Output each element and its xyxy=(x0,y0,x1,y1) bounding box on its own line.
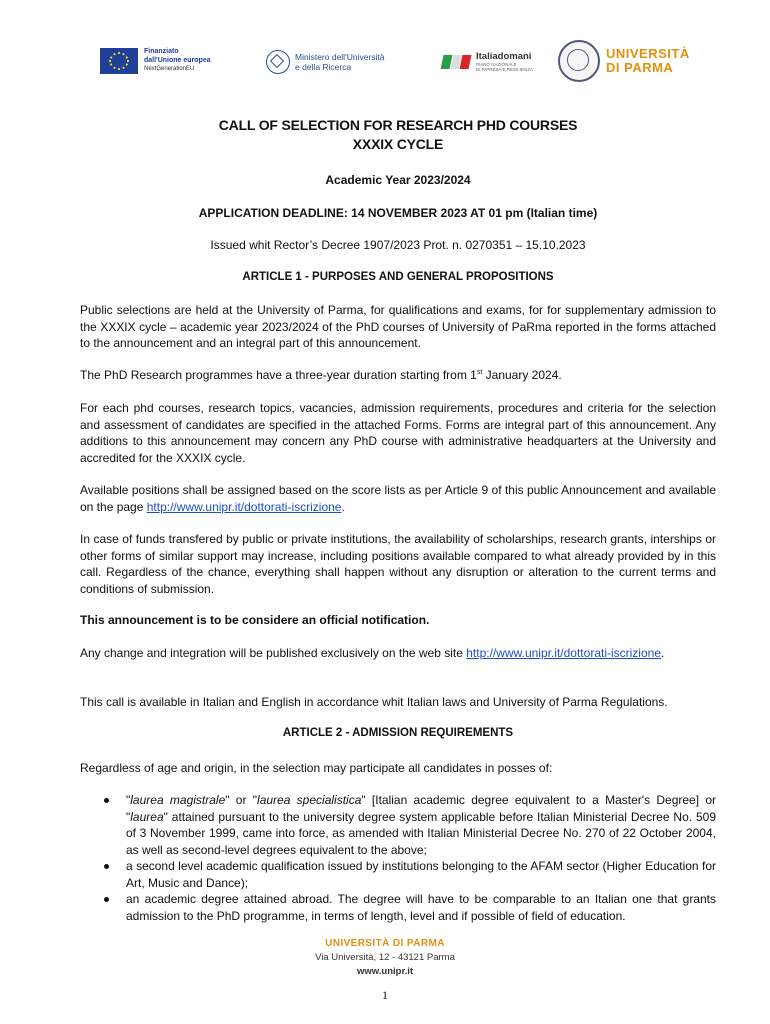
p7-text-after: . xyxy=(661,646,665,660)
article1-heading: ARTICLE 1 - PURPOSES AND GENERAL PROPOSITIONS xyxy=(242,271,554,283)
paragraph-funds: In case of funds transfered by public or private institutions, the availability of scholarships, research grants, interships or other forms of similar support may increase, including positions available compared to what already provided by in this call. Regardless of the chance, everything shall happen without any disruption or alteration to the current terms and conditions of submission. xyxy=(80,532,716,596)
italiadomani-sub1: PIANO NAZIONALE xyxy=(476,62,517,67)
footer-university: UNIVERSITÀ DI PARMA xyxy=(325,938,445,949)
paragraph-purposes: Public selections are held at the University of Parma, for qualifications and exams, for for supplementary admission to the XXXIX cycle – academic year 2023/2024 of the PhD courses of University of PaRma reported in the forms attached to the announcement and an integral part of this announcement. xyxy=(80,303,716,350)
p2-superscript: st xyxy=(476,369,483,376)
paragraph-duration xyxy=(80,367,716,384)
header-logos xyxy=(0,40,770,86)
iscrizione-link[interactable]: http://www.unipr.it/dottorati-iscrizione xyxy=(146,499,342,514)
paragraph-eligibility: Regardless of age and origin, in the selection may participate all candidates in posses of: xyxy=(80,761,553,775)
doc-title-line2: XXXIX CYCLE xyxy=(352,136,444,152)
doc-title-line1: CALL OF SELECTION FOR RESEARCH PHD COURSES xyxy=(218,117,578,133)
paragraph-languages: This call is available in Italian and English in accordance whit Italian laws and University of Parma Regulations. xyxy=(80,695,668,709)
paragraph-official-notification: This announcement is to be considere an official notification. xyxy=(80,613,430,627)
iscrizione-link-2[interactable]: http://www.unipr.it/dottorati-iscrizione xyxy=(466,646,661,660)
bullet-icon xyxy=(104,864,109,869)
bullet-icon xyxy=(104,798,109,803)
footer-website: www.unipr.it xyxy=(356,966,414,977)
laurea: laurea xyxy=(130,809,164,824)
page-number: 1 xyxy=(382,988,388,1002)
p4-text-after: . xyxy=(341,499,345,514)
p4-text-before: Available positions shall be assigned based on the score lists as per Article 9 of this public Announcement and available on the page xyxy=(80,483,716,514)
italiadomani-mark-icon xyxy=(442,53,472,71)
bullet-icon xyxy=(104,897,109,902)
list-item: "laurea magistrale" or "laurea specialistica" [Italian academic degree equivalent to a Master's Degree] or "laurea" attained pursuant to the university degree system applicable before Italian Ministerial Decree No. 509 of 3 November 1999, came into force, as amended with Italian Ministerial Decree No. 270 of 22 October 2004, as well as second-level degrees equivalent to the above; xyxy=(80,792,716,858)
paragraph-changes xyxy=(80,645,716,662)
eu-flag-icon xyxy=(100,48,138,74)
italiadomani-sub2: DI RIPRESA E RESILIENZA xyxy=(476,67,534,72)
application-deadline: APPLICATION DEADLINE: 14 NOVEMBER 2023 AT 01 pm (Italian time) xyxy=(198,206,598,220)
paragraph-forms: For each phd courses, research topics, vacancies, admission requirements, procedures and criteria for the selection and assessment of candidates are specified in the attached Forms. Forms are integral part of this announcement. Any additions to this announcement may concern any PhD course with administrative headquarters at the University and accredited for the XXXIX cycle. xyxy=(80,401,716,465)
p2-text-after: January 2024. xyxy=(482,368,562,382)
eu-funding-logo xyxy=(100,48,211,74)
mur-logo-line1: Ministero dell'Università xyxy=(295,52,385,62)
paragraph-positions xyxy=(80,482,716,515)
mur-logo xyxy=(266,50,385,74)
p7-text-before: Any change and integration will be published exclusively on the web site xyxy=(80,646,467,660)
laurea-magistrale: laurea magistrale xyxy=(130,793,226,807)
list-item: a second level academic qualification issued by institutions belonging to the AFAM sector (Higher Education for Art, Music and Dance); xyxy=(80,858,716,891)
university-seal-icon xyxy=(558,40,600,82)
list-item: an academic degree attained abroad. The degree will have to be comparable to an Italian one that grants admission to the PhD programme, in terms of length, level and if possible of field of education. xyxy=(80,891,716,924)
article2-heading: ARTICLE 2 - ADMISSION REQUIREMENTS xyxy=(282,727,514,739)
academic-year: Academic Year 2023/2024 xyxy=(325,173,471,187)
unipr-logo-line1: UNIVERSITÀ xyxy=(606,46,690,61)
page-footer xyxy=(0,938,770,977)
unipr-logo-line2: DI PARMA xyxy=(606,60,674,75)
italian-republic-emblem-icon xyxy=(266,50,290,74)
eu-logo-line1: Finanziato xyxy=(144,48,179,56)
footer-address: Via Università, 12 - 43121 Parma xyxy=(315,952,455,963)
p2-text-before: The PhD Research programmes have a three-year duration starting from 1 xyxy=(80,368,477,382)
requirements-list xyxy=(80,792,716,924)
rector-decree: Issued whit Rector’s Decree 1907/2023 Prot. n. 0270351 – 15.10.2023 xyxy=(210,238,586,252)
eu-logo-line3: NextGenerationEU xyxy=(144,66,195,73)
italiadomani-name: Italiadomani xyxy=(476,51,532,62)
unipr-logo xyxy=(558,40,690,82)
eu-logo-line2: dall'Unione europea xyxy=(144,56,211,64)
mur-logo-line2: e della Ricerca xyxy=(295,62,352,72)
laurea-specialistica: laurea specialistica xyxy=(257,793,362,807)
italiadomani-logo xyxy=(442,52,533,72)
